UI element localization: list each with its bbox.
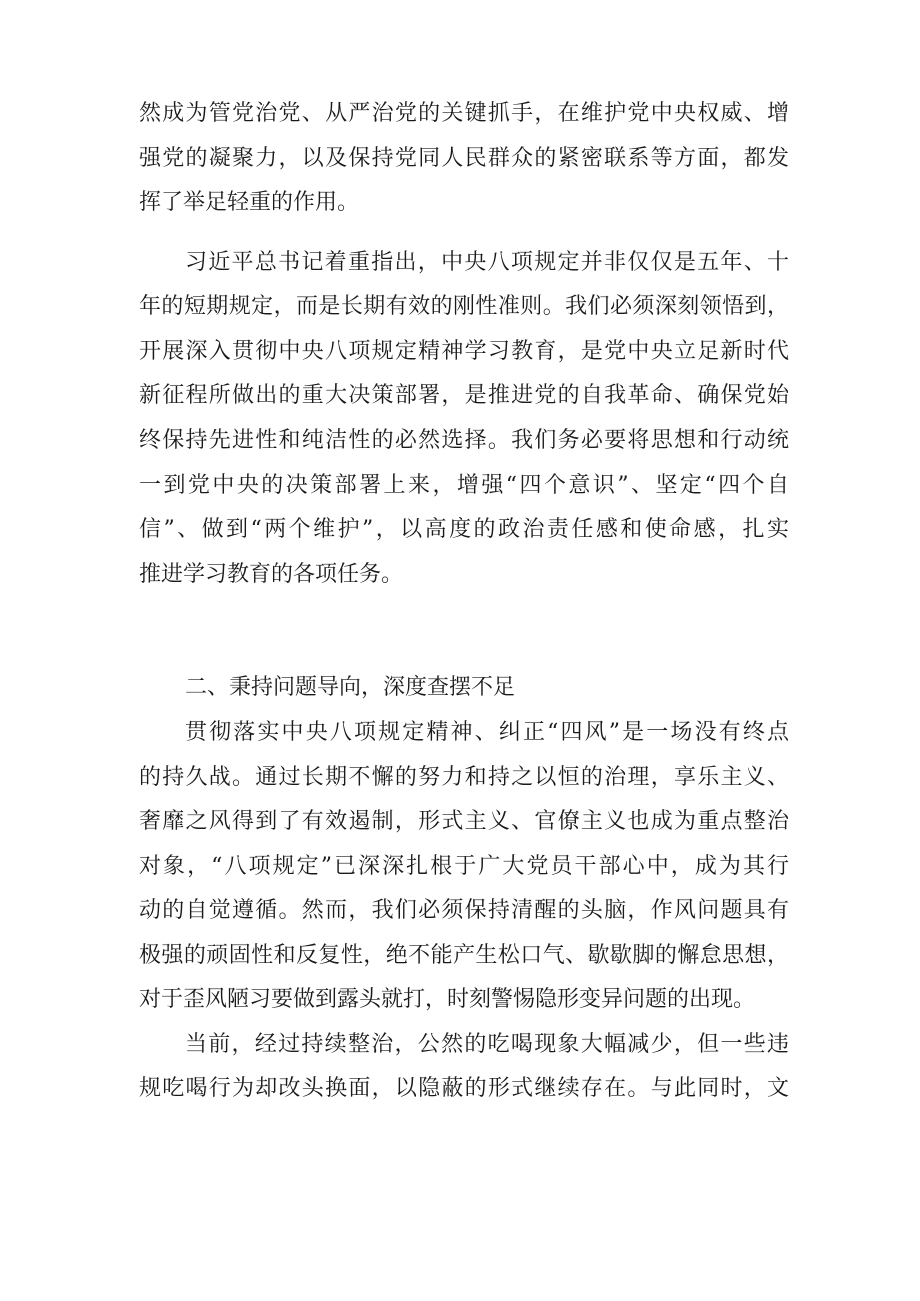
paragraph-1-line-2: 强党的凝聚力，以及保持党同人民群众的紧密联系等方面，都发 <box>139 146 789 171</box>
paragraph-2-line-1: 习近平总书记着重指出，中央八项规定并非仅仅是五年、十 <box>185 250 789 275</box>
paragraph-4-line-1: 当前，经过持续整治，公然的吃喝现象大幅减少，但一些违 <box>185 1032 789 1057</box>
section-heading: 二、秉持问题导向，深度查摆不足 <box>185 675 516 700</box>
paragraph-2-line-3: 开展深入贯彻中央八项规定精神学习教育，是党中央立足新时代 <box>139 339 789 364</box>
paragraph-3-line-2: 的持久战。通过长期不懈的努力和持之以恒的治理，享乐主义、 <box>139 765 789 790</box>
paragraph-3-line-7: 对于歪风陋习要做到露头就打，时刻警惕隐形变异问题的出现。 <box>139 987 756 1012</box>
paragraph-3-line-1: 贯彻落实中央八项规定精神、纠正“四风”是一场没有终点 <box>185 720 789 745</box>
paragraph-2-line-4: 新征程所做出的重大决策部署，是推进党的自我革命、确保党始 <box>139 383 789 408</box>
paragraph-3-line-4: 对象，“八项规定”已深深扎根于广大党员干部心中，成为其行 <box>139 854 789 879</box>
paragraph-2-line-8: 推进学习教育的各项任务。 <box>139 562 404 587</box>
paragraph-3-line-3: 奢靡之风得到了有效遏制，形式主义、官僚主义也成为重点整治 <box>139 809 789 834</box>
paragraph-3-line-6: 极强的顽固性和反复性，绝不能产生松口气、歇歇脚的懈怠思想， <box>139 943 789 968</box>
paragraph-1-line-1: 然成为管党治党、从严治党的关键抓手，在维护党中央权威、增 <box>139 101 789 126</box>
paragraph-2-line-2: 年的短期规定，而是长期有效的刚性准则。我们必须深刻领悟到， <box>139 294 789 319</box>
paragraph-2-line-6: 一到党中央的决策部署上来，增强“四个意识”、坚定“四个自 <box>139 473 789 498</box>
paragraph-4-line-2: 规吃喝行为却改头换面，以隐蔽的形式继续存在。与此同时，文 <box>139 1076 789 1101</box>
paragraph-2-line-7: 信”、做到“两个维护”，以高度的政治责任感和使命感，扎实 <box>139 517 789 542</box>
paragraph-2-line-5: 终保持先进性和纯洁性的必然选择。我们务必要将思想和行动统 <box>139 428 789 453</box>
paragraph-1-line-3: 挥了举足轻重的作用。 <box>139 190 360 215</box>
paragraph-3-line-5: 动的自觉遵循。然而，我们必须保持清醒的头脑，作风问题具有 <box>139 898 789 923</box>
